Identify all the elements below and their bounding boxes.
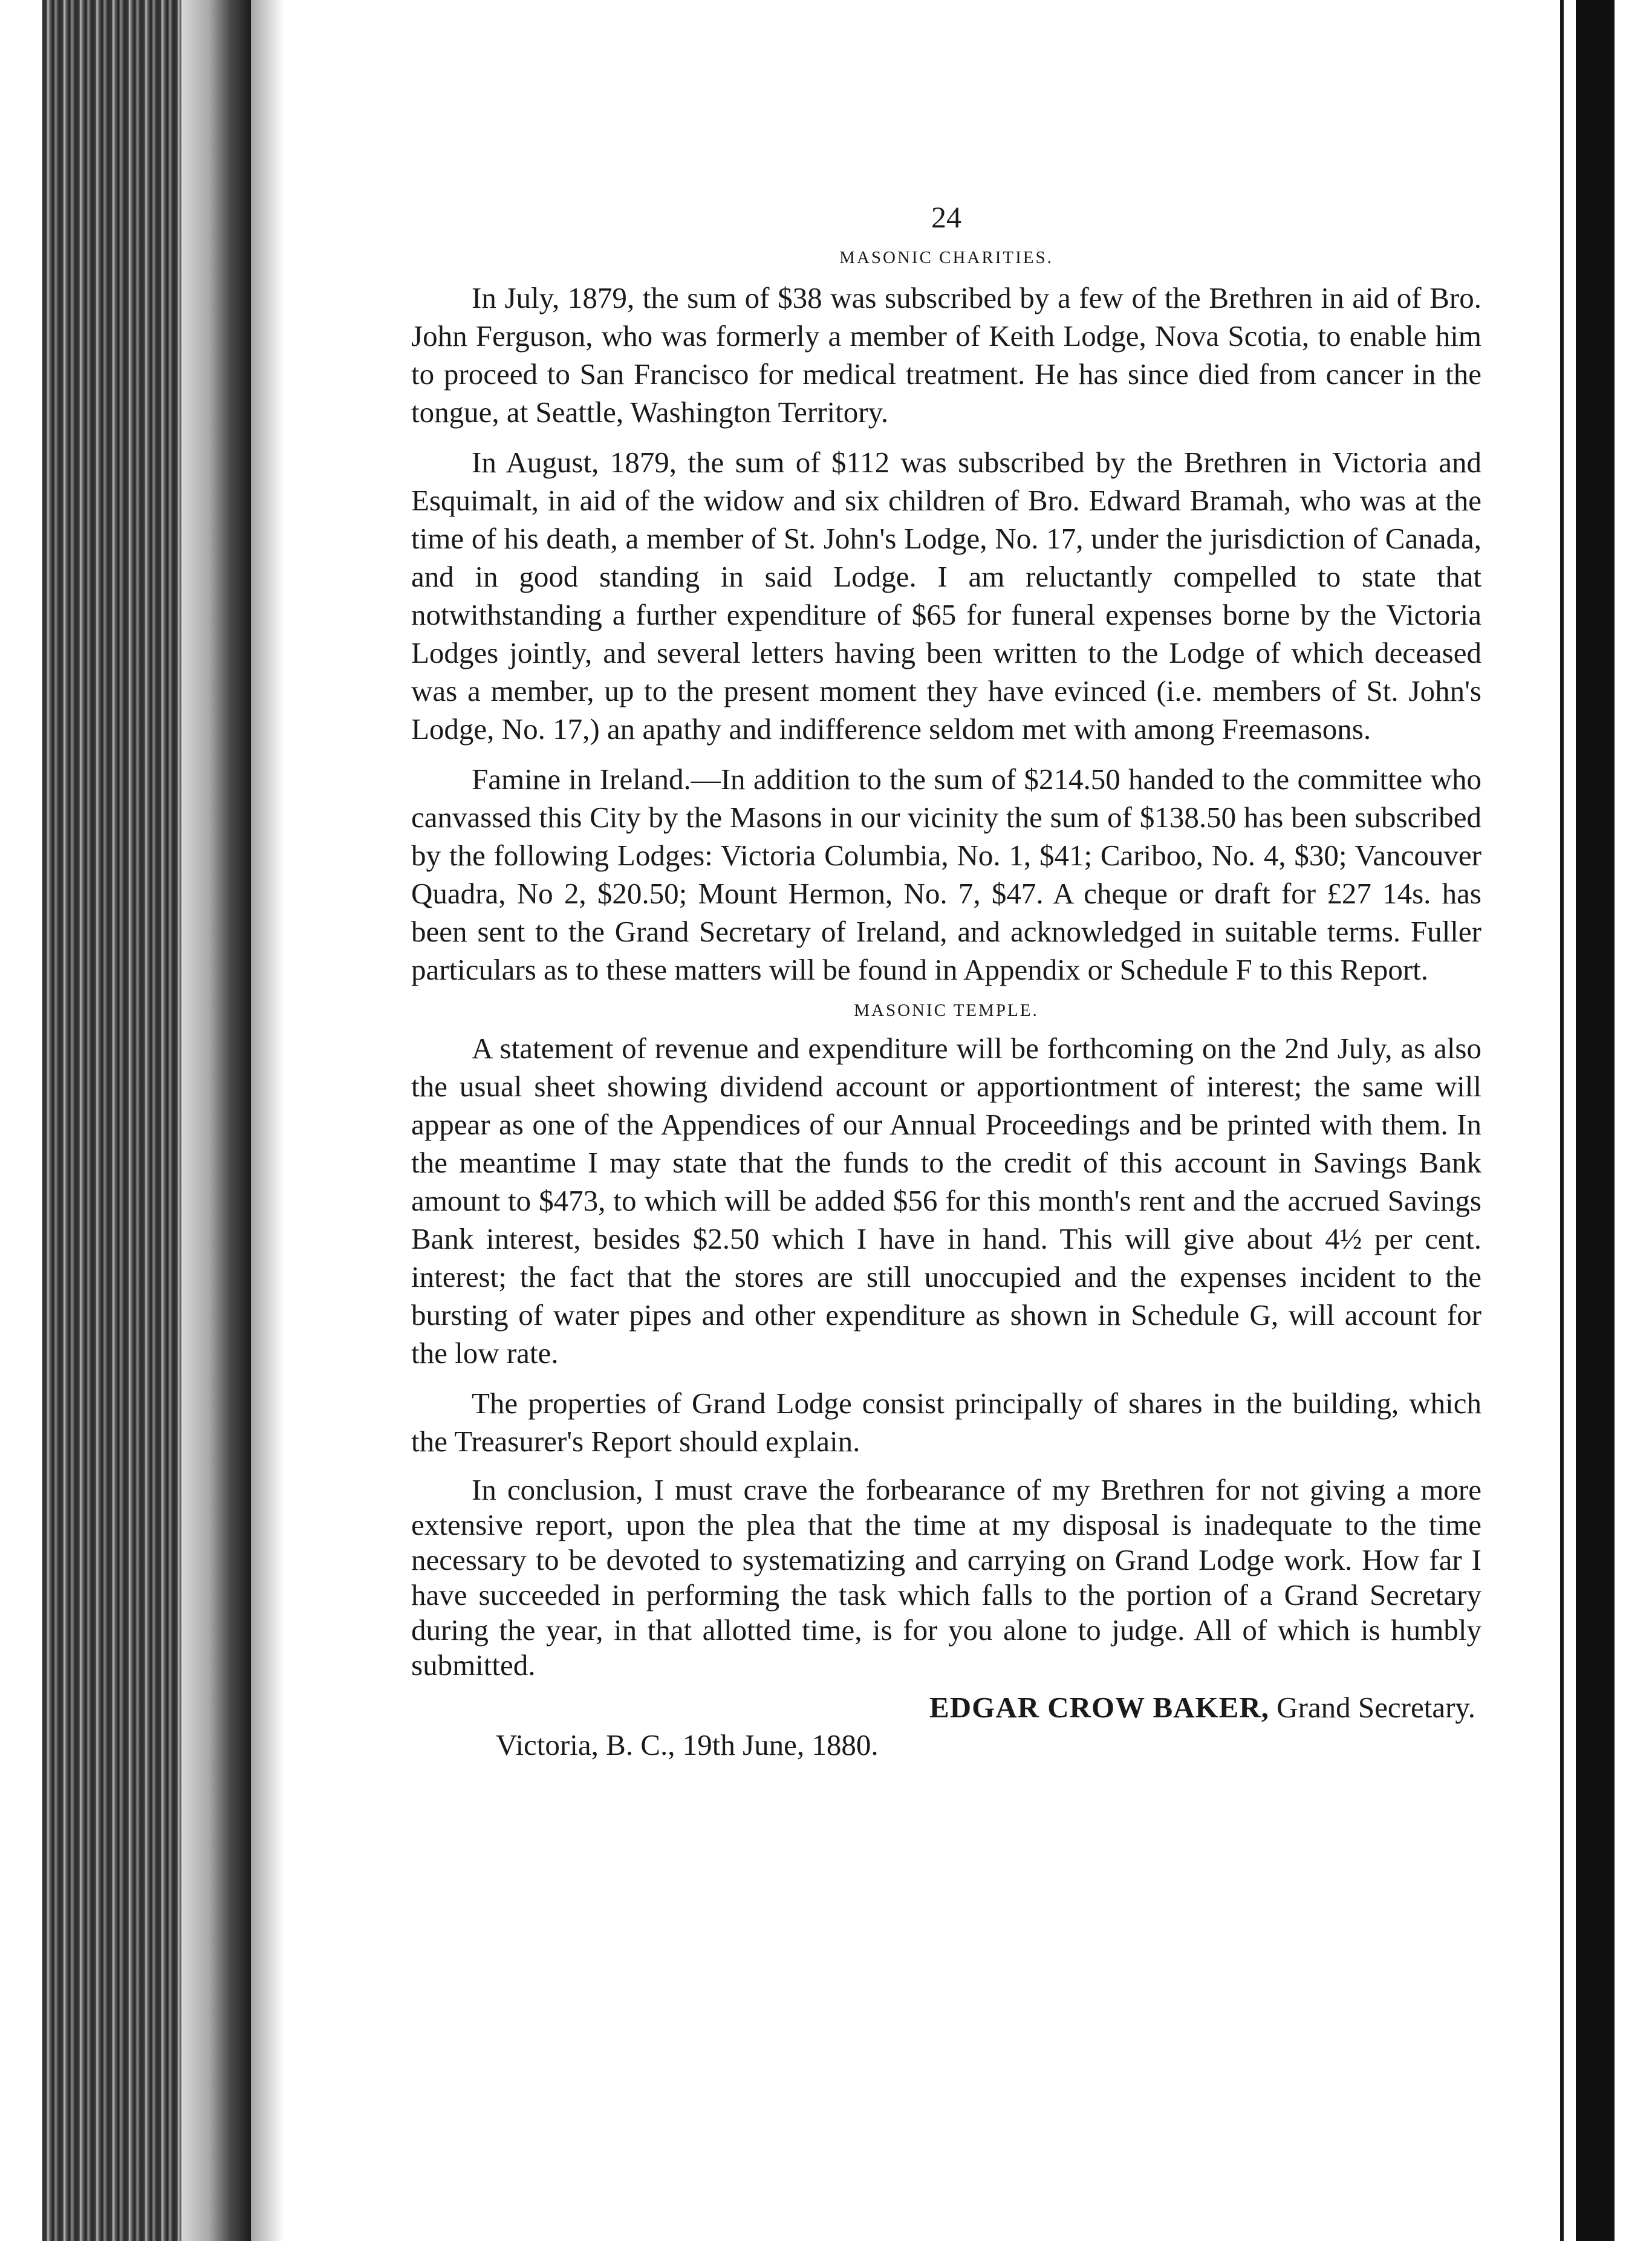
paragraph-ferguson: In July, 1879, the sum of $38 was subscribed by a few of the Brethren in aid of Bro. John Ferguson, who was formerly a member of Keith Lodge, Nova Scotia, to enable him to proceed to San Francisco for medical treatment. He has since died from cancer in the tongue, at Seattle, Washington Territory. <box>411 281 1481 429</box>
gutter-shadow <box>251 0 284 2241</box>
right-page-edge-line <box>1560 0 1564 2241</box>
paragraph-properties: The properties of Grand Lodge consist principally of shares in the building, which the Treasurer's Report should explain. <box>411 1387 1481 1458</box>
section-heading-temple: MASONIC TEMPLE. <box>854 1001 1039 1020</box>
signatory-title: Grand Secretary. <box>1276 1691 1475 1724</box>
paragraph-famine-ireland: Famine in Ireland.—In addition to the sum of $214.50 handed to the committee who canvassed this City by the Masons in our vicinity the sum of $138.50 has been subscribed by the following Lodges: Victoria Columbia, No. 1, $41; Cariboo, No. 4, $30; Vancouver Quadra, No 2, $20.50; Mount Hermon, No. 7, $47. A cheque or draft for £27 14s. has been sent to the Grand Secretary of Ireland, and acknowledged in suitable terms. Fuller particulars as to these matters will be found in Appendix or Schedule F to this Report. <box>411 763 1481 986</box>
book-spine-shadow <box>181 0 251 2241</box>
paragraph-conclusion: In conclusion, I must crave the forbearance of my Brethren for not giving a more extensive report, upon the plea that the time at my disposal is inadequate to the time necessary to be devoted to systematizing and carrying on Grand Lodge work. How far I have succeeded in performing the task which falls to the portion of a Grand Secretary during the year, in that allotted time, is for you alone to judge. All of which is humbly submitted. <box>411 1473 1481 1682</box>
signature-line <box>411 1689 1475 1726</box>
page-content <box>411 200 1481 1764</box>
page-number: 24 <box>931 200 961 234</box>
paragraph-bramah: In August, 1879, the sum of $112 was subscribed by the Brethren in Victoria and Esquimalt, in aid of the widow and six children of Bro. Edward Bramah, who was at the time of his death, a member of St. John's Lodge, No. 17, under the jurisdiction of Canada, and in good standing in said Lodge. I am reluctantly compelled to state that notwithstanding a further expenditure of $65 for funeral expenses borne by the Victoria Lodges jointly, and several letters having been written to the Lodge of which deceased was a member, up to the present moment they have evinced (i.e. members of St. John's Lodge, No. 17,) an apathy and indifference seldom met with among Freemasons. <box>411 446 1481 746</box>
section-heading-charities: MASONIC CHARITIES. <box>839 248 1053 267</box>
signatory-name: EDGAR CROW BAKER, <box>929 1691 1269 1724</box>
section-masonic-charities <box>411 248 1481 989</box>
dateline: Victoria, B. C., 19th June, 1880. <box>496 1728 879 1761</box>
right-scan-border <box>1576 0 1615 2241</box>
section-masonic-temple <box>411 1001 1481 1683</box>
paragraph-revenue-statement: A statement of revenue and expenditure will be forthcoming on the 2nd July, as also the usual sheet showing dividend account or apportiontment of interest; the same will appear as one of the Appendices of our Annual Proceedings and be printed with them. In the meantime I may state that the funds to the credit of this account in Savings Bank amount to $473, to which will be added $56 for this month's rent and the accrued Savings Bank interest, besides $2.50 which I have in hand. This will give about 4½ per cent. interest; the fact that the stores are still unoccupied and the expenses incident to the bursting of water pipes and other expenditure as shown in Schedule G, will account for the low rate. <box>411 1032 1481 1370</box>
